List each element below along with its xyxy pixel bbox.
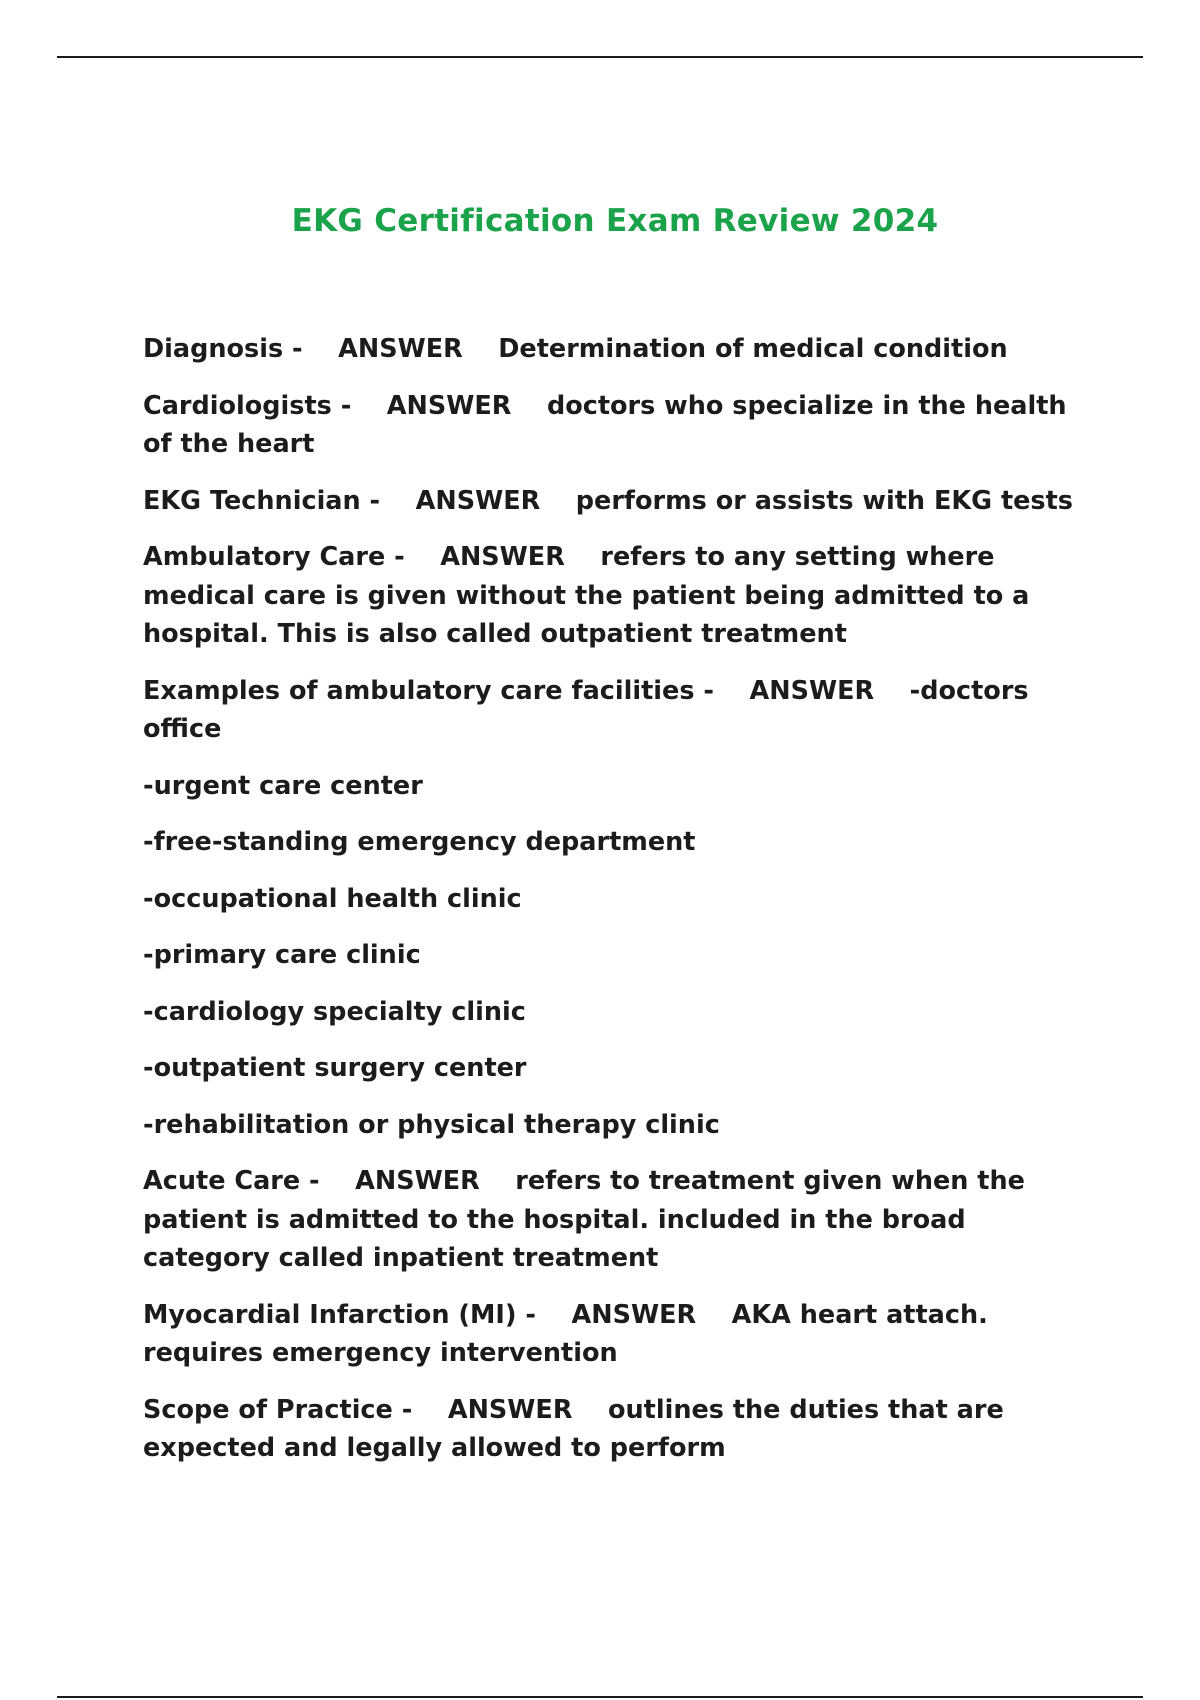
- entry-separator: -: [392, 1394, 448, 1425]
- entry-definition: performs or assists with EKG tests: [575, 485, 1073, 516]
- entry-separator: -: [331, 390, 387, 421]
- entry-separator: [480, 1166, 516, 1196]
- answer-label: ANSWER: [447, 1394, 573, 1425]
- entry-term: Myocardial Infarction (MI): [143, 1299, 517, 1330]
- list-item: -occupational health clinic: [143, 883, 522, 914]
- entry-separator: [463, 334, 499, 364]
- list-item: -primary care clinic: [143, 940, 421, 970]
- answer-label: ANSWER: [440, 542, 565, 572]
- qa-entry-acute-care: [143, 1162, 1093, 1278]
- qa-entry-diagnosis: [143, 330, 1093, 369]
- entry-separator: [572, 1395, 608, 1425]
- qa-entry-ambulatory-examples: [143, 672, 1093, 749]
- entry-definition: AKA heart attach. requires emergency intervention: [143, 1299, 988, 1368]
- list-item: -outpatient surgery center: [143, 1053, 527, 1083]
- entry-separator: [696, 1300, 732, 1330]
- qa-entry-cardiologists: [143, 387, 1093, 464]
- entry-separator: -: [360, 485, 416, 516]
- entry-separator: [511, 391, 547, 421]
- entry-definition: Determination of medical condition: [498, 334, 1008, 364]
- entry-definition: outlines the duties that are expected and legally allowed to perform: [143, 1394, 1004, 1463]
- document-body: [143, 330, 1093, 1486]
- entry-definition: -doctors office: [143, 675, 1029, 744]
- entry-separator: [874, 676, 910, 706]
- list-item: -urgent care center: [143, 770, 423, 801]
- entry-term: Diagnosis: [143, 334, 284, 364]
- top-rule: [57, 56, 1143, 58]
- entry-definition: refers to any setting where medical care is given without the patient being admitted to a hospital. This is also called outpatient treatment: [143, 542, 1030, 649]
- document-title: EKG Certification Exam Review 2024: [291, 203, 939, 239]
- entry-term: Ambulatory Care: [143, 542, 386, 572]
- entry-separator: [565, 542, 601, 572]
- entry-separator: -: [385, 542, 441, 572]
- entry-term: Examples of ambulatory care facilities: [143, 675, 695, 706]
- list-item: -rehabilitation or physical therapy clinic: [143, 1109, 720, 1140]
- entry-term: Scope of Practice: [143, 1394, 393, 1425]
- answer-label: ANSWER: [355, 1166, 480, 1196]
- answer-label: ANSWER: [571, 1299, 697, 1330]
- qa-entry-ekg-technician: [143, 482, 1093, 521]
- entry-definition: refers to treatment given when the patient is admitted to the hospital. included in the broad category called inpatient treatment: [143, 1166, 1025, 1273]
- entry-separator: -: [516, 1299, 572, 1330]
- qa-entry-myocardial-infarction: [143, 1296, 1093, 1373]
- answer-label: ANSWER: [749, 675, 875, 706]
- list-item: -cardiology specialty clinic: [143, 996, 526, 1027]
- entry-term: Cardiologists: [143, 390, 332, 421]
- qa-entry-ambulatory-care: [143, 538, 1093, 654]
- answer-label: ANSWER: [338, 334, 463, 364]
- list-item: -free-standing emergency department: [143, 827, 696, 857]
- qa-entry-scope-of-practice: [143, 1391, 1093, 1468]
- entry-term: EKG Technician: [143, 485, 361, 516]
- answer-label: ANSWER: [386, 390, 512, 421]
- entry-separator: -: [694, 675, 750, 706]
- entry-definition: doctors who specialize in the health of the heart: [143, 390, 1067, 459]
- answer-label: ANSWER: [415, 485, 541, 516]
- bottom-rule: [57, 1696, 1143, 1698]
- entry-separator: -: [283, 334, 339, 364]
- entry-separator: [540, 486, 576, 516]
- entry-term: Acute Care: [143, 1166, 301, 1196]
- entry-separator: -: [300, 1166, 356, 1196]
